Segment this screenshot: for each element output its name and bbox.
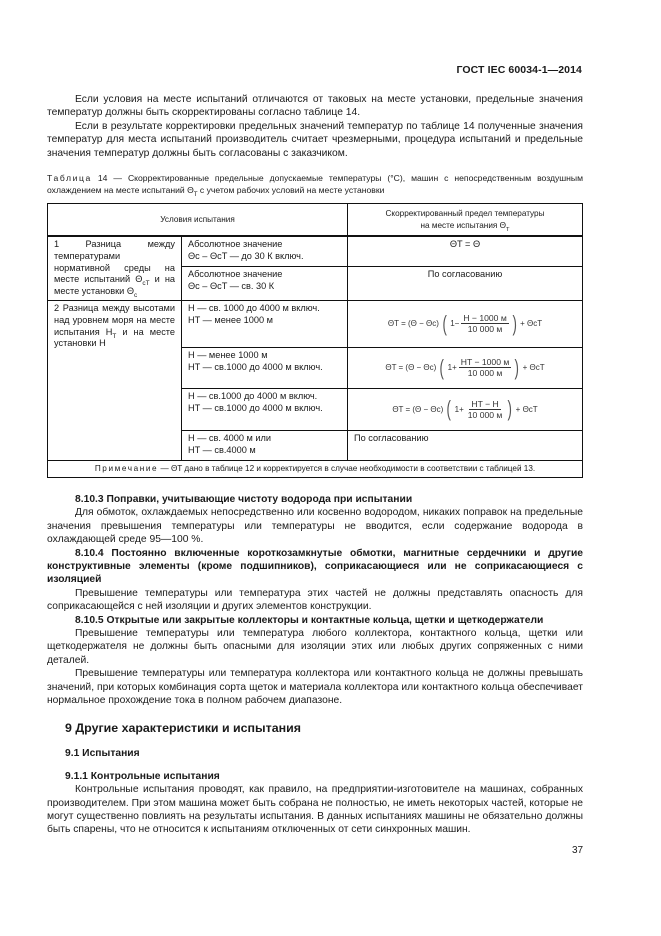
condition-line: Θc – ΘcT — св. 30 К [188, 281, 275, 291]
section-8-10-3-title: 8.10.3 Поправки, учитывающие чистоту водорода при испытании [75, 494, 413, 505]
section-8-10-3-paragraph: Для обмоток, охлаждаемых непосредственно или косвенно водородом, никаких поправок на предельные значения превышения температуры или температуры не вводится, если содержание водорода в охлаждающей среде 95—100 %. [47, 507, 583, 546]
subscript: T [505, 226, 510, 233]
subscript: c [134, 292, 138, 300]
intro-paragraph-1: Если условия на месте испытаний отличаются от таковых на месте установки, предельные значения температур должны быть скорректированы согласно таблице 14. [47, 94, 583, 119]
condition-line: HT — менее 1000 м [188, 314, 273, 325]
table-14 [47, 203, 583, 478]
paren-close: ) [507, 396, 513, 422]
header-line-2: на месте испытания Θ [420, 220, 506, 230]
fraction [466, 399, 505, 420]
condition-line: Абсолютное значение [188, 239, 283, 249]
condition-cell [182, 388, 348, 430]
condition-line: H — св. 4000 м или [188, 432, 271, 443]
condition-line: H — св. 1000 до 4000 м включ. [188, 302, 320, 313]
table-caption [47, 173, 583, 196]
note-label: Примечание [94, 463, 159, 473]
paren-close: ) [512, 310, 517, 336]
formula-lhs: ΘT = (Θ − Θc) [385, 363, 437, 373]
group-2-label [48, 300, 182, 430]
table-header-row [48, 204, 583, 237]
section-8-10-5-paragraph-1: Превышение температуры или температура любого коллектора, контактного кольца, щетки или щеткодержателя не должны быть опасными для изоляции этих или любых других сопряженных с ними деталей. [47, 628, 583, 666]
formula-tail: + ΘcT [520, 319, 543, 329]
denominator: 10 000 м [467, 409, 503, 420]
formula-lhs: ΘT = (Θ − Θc) [392, 404, 444, 414]
section-9-1-1-paragraph: Контрольные испытания проводят, как правило, на предприятии-изготовителе на машинах, собранных производителем. При этом машина может быть собрана не полностью, не иметь некоторых частей, которые не могут существенно повлиять на результаты испытания. В данных испытаниях машины не обязательно должны быть спарены, что не относится к испытаниям отключенных от сети синхронных машин. [47, 784, 583, 836]
condition-line: HT — св.1000 до 4000 м включ. [188, 361, 323, 372]
fraction [461, 313, 508, 334]
formula [387, 310, 543, 336]
formula-cell [348, 347, 583, 388]
result-cell: По согласованию [348, 267, 583, 301]
header-corrected-limit [348, 204, 583, 237]
condition-cell [182, 347, 348, 388]
result-cell: ΘT = Θ [348, 236, 583, 267]
table-row [48, 236, 583, 267]
section-9-1-title: 9.1 Испытания [65, 748, 140, 760]
condition-cell [182, 300, 348, 347]
numerator: H − 1000 м [463, 313, 507, 324]
note-text: — ΘT дано в таблице 12 и корректируется в случае необходимости в соответствии с таблицей 13. [158, 463, 536, 473]
table-row [48, 430, 583, 460]
paren-open: ( [439, 354, 445, 380]
formula-tail: + ΘcT [515, 404, 538, 414]
label-text: и на месте установки Θ [54, 274, 176, 297]
table-row [48, 300, 583, 347]
label-text: и на месте установки H [54, 326, 176, 349]
formula-cell [348, 300, 583, 347]
fraction [459, 357, 512, 378]
header-line-1: Скорректированный предел температуры [385, 208, 545, 218]
formula-tail: + ΘcT [522, 363, 545, 373]
intro-paragraph-2: Если в результате корректировки предельных значений температур по таблице 14 полученные значения температур для места испытаний производитель считает чрезмерными, процедура испытаний и предельные значения температур должны быть согласованы с заказчиком. [47, 120, 583, 159]
group-1-label [48, 236, 182, 300]
label-text: 1 Разница между температурами нормативной среды на месте испытаний Θ [54, 239, 175, 285]
section-8-10-4-paragraph: Превышение температуры или температура этих частей не должны представлять опасность для соприкасающейся с ней изоляции и других элементов конструкции. [47, 587, 583, 613]
condition-line: HT — св.4000 м [188, 444, 256, 455]
formula [392, 398, 537, 420]
formula-sign: 1+ [447, 363, 457, 373]
section-9-title: 9 Другие характеристики и испытания [65, 721, 301, 735]
table-caption-tail: с учетом рабочих условий на месте установки [197, 184, 385, 195]
subscript: cT [142, 280, 150, 288]
table-caption-text: 14 — Скорректированные предельные допускаемые температуры (°С), машин с непосредственным воздушным охлаждением на месте испытаний Θ [47, 173, 584, 195]
section-8-10-5-title: 8.10.5 Открытые или закрытые коллекторы и контактные кольца, щетки и щеткодержатели [75, 614, 544, 626]
standard-code: ГОСТ IEC 60034-1—2014 [456, 64, 582, 76]
section-9-1-1-title: 9.1.1 Контрольные испытания [65, 770, 220, 782]
empty-cell [48, 430, 182, 460]
page-number: 37 [572, 845, 584, 856]
section-8-10-3-to-8-10-5 [47, 493, 583, 708]
numerator: HT − H [471, 398, 499, 409]
section-8-10-5-paragraph-2: Превышение температуры или температура коллектора или контактного кольца не должны превышать значений, при которых комбинация сорта щеток и материала коллектора или контактного кольца обеспечивает нормальное прохождение тока в полном рабочем диапазоне. [47, 668, 583, 707]
paren-close: ) [514, 354, 520, 380]
table-caption-label: Таблица [47, 173, 92, 183]
table-note-row [48, 460, 583, 477]
section-8-10-4-title: 8.10.4 Постоянно включенные короткозамкнутые обмотки, магнитные сердечники и другие конструктивные элементы (кроме подшипников), соприкасающиеся или не соприкасающиеся с изоляцией [47, 547, 583, 586]
formula-sign: 1+ [454, 404, 464, 414]
formula-lhs: ΘT = (Θ − Θc) [387, 319, 439, 329]
denominator: 10 000 м [467, 368, 503, 379]
table-note [48, 460, 583, 477]
paren-open: ( [446, 396, 452, 422]
subscript: T [112, 332, 117, 340]
label-text: 2 Разница между высотами над уровнем моря на месте испытания H [54, 302, 175, 337]
result-cell: По согласованию [348, 430, 583, 460]
header-conditions: Условия испытания [48, 204, 348, 237]
formula-sign: 1− [450, 319, 460, 329]
condition-line: Θc – ΘcT — до 30 К включ. [188, 250, 304, 261]
intro-block [47, 93, 583, 160]
condition-line: H — менее 1000 м [188, 349, 268, 360]
paren-open: ( [442, 310, 447, 336]
section-9 [47, 722, 583, 837]
denominator: 10 000 м [467, 324, 503, 335]
condition-line: HT — св.1000 до 4000 м включ. [188, 402, 323, 413]
condition-cell [182, 267, 348, 301]
condition-line: H — св.1000 до 4000 м включ. [188, 390, 318, 401]
formula-cell [348, 388, 583, 430]
formula [385, 354, 545, 380]
numerator: HT − 1000 м [460, 357, 510, 368]
subscript: T [193, 191, 198, 198]
condition-cell [182, 430, 348, 460]
condition-cell [182, 236, 348, 267]
condition-line: Абсолютное значение [188, 269, 283, 280]
